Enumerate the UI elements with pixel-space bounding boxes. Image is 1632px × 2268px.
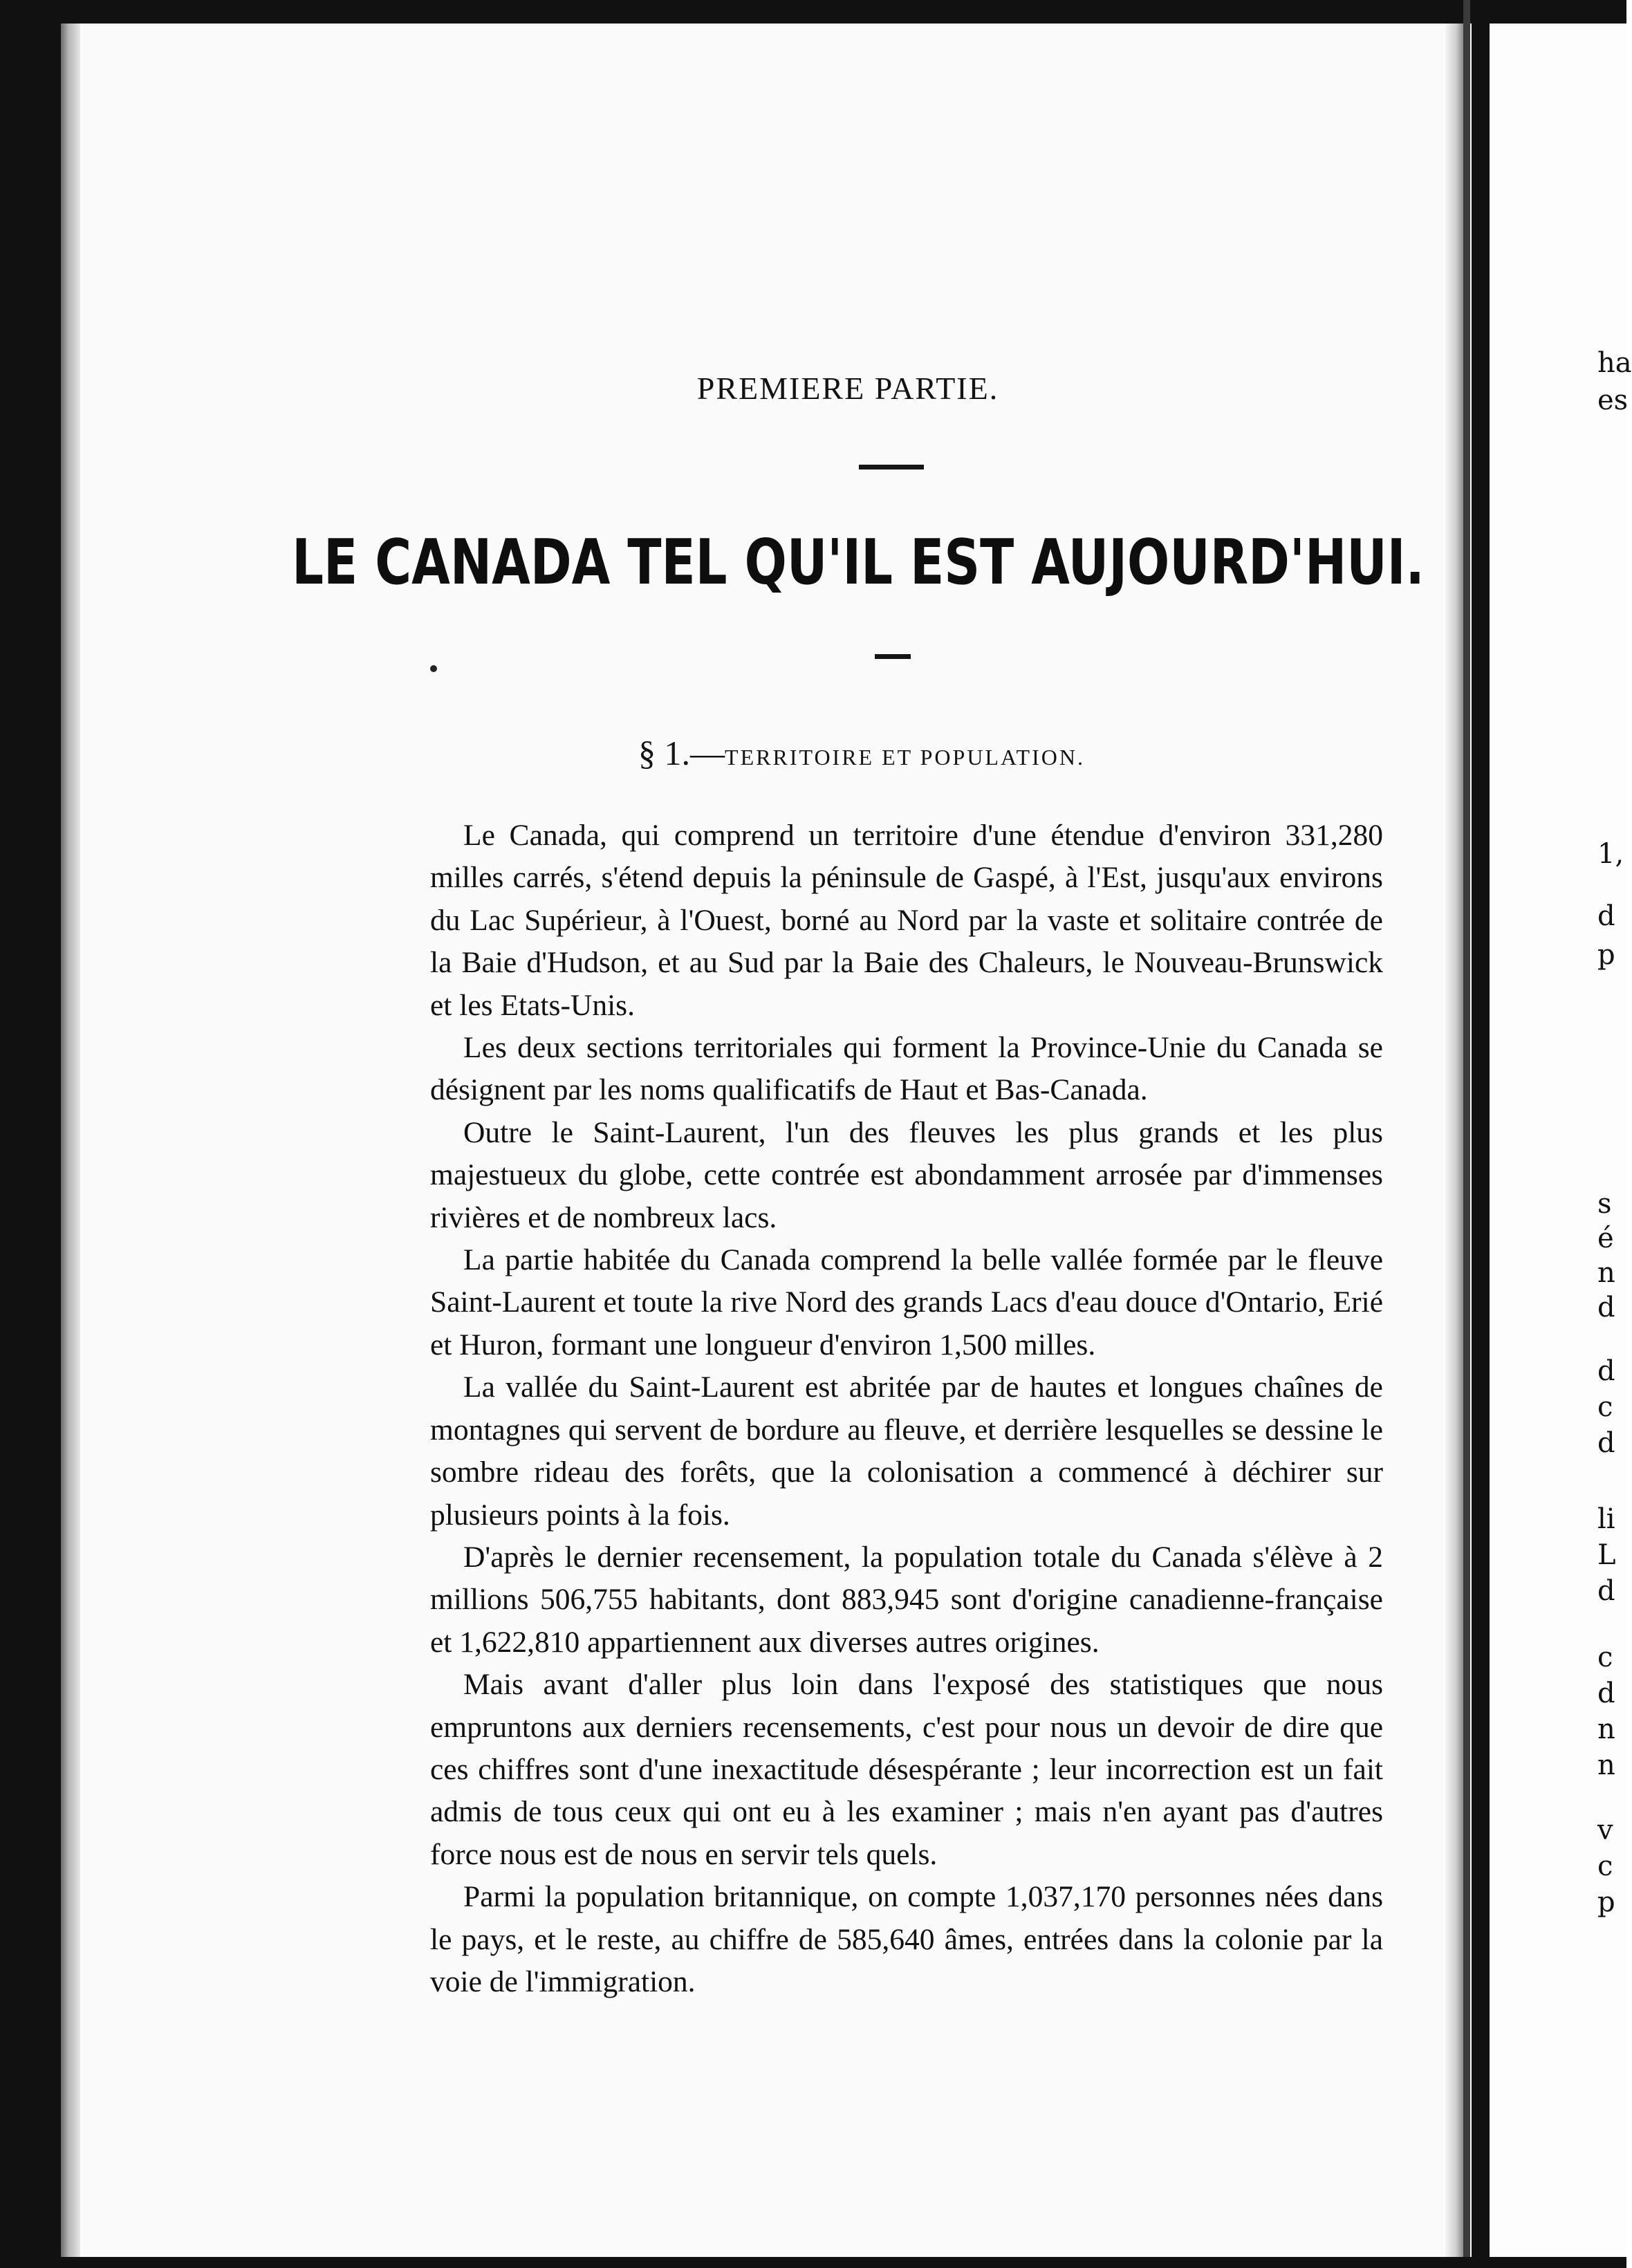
paragraph: Mais avant d'aller plus loin dans l'exposé des statistiques que nous empruntons aux derniers recensements, c'est pour nous un devoir de dire que ces chiffres sont d'une inexactitude désespérante ; leur incorrection est un fait admis de tous ceux qui ont eu à les examiner ; mais n'en ayant pas d'autres force nous est de nous en servir tels quels.	[430, 1668, 1383, 1871]
next-page-fragment: es	[1597, 384, 1629, 416]
next-page-fragment: ha	[1597, 347, 1632, 379]
next-page-fragment: é	[1597, 1223, 1614, 1254]
next-page-fragment: c	[1597, 1391, 1613, 1423]
next-page-fragment: d	[1597, 1575, 1615, 1607]
page-edge-right	[1445, 24, 1463, 2257]
next-page-fragment: li	[1597, 1503, 1615, 1535]
next-page-fragment: c	[1597, 1642, 1613, 1673]
paragraph: Les deux sections territoriales qui forment la Province-Unie du Canada se désignent par les noms qualificatifs de Haut et Bas-Canada.	[430, 1031, 1383, 1107]
book-gutter	[1472, 0, 1490, 2268]
next-page-fragment: p	[1597, 1886, 1615, 1918]
ink-speck	[430, 665, 437, 672]
next-page-fragment: n	[1597, 1749, 1615, 1781]
section-heading	[0, 733, 1626, 773]
paragraph: La partie habitée du Canada comprend la belle vallée formée par le fleuve Saint-Laurent et toute la rive Nord des grands Lacs d'eau douce d'Ontario, Erié et Huron, formant une longueur d'environ 1,500 milles.	[430, 1243, 1383, 1361]
next-page-fragment: L	[1597, 1539, 1616, 1571]
scan-border-top	[0, 0, 1626, 24]
body-text	[430, 815, 1383, 2003]
next-page-fragment: d	[1597, 1355, 1615, 1387]
next-page-fragment: d	[1597, 900, 1615, 932]
paragraph: Outre le Saint-Laurent, l'un des fleuves les plus grands et les plus majestueux du globe, cette contrée est abondamment arrosée par d'immenses rivières et de nombreux lacs.	[430, 1115, 1383, 1234]
title-rule-top	[859, 465, 924, 470]
page-edge-left	[61, 24, 80, 2257]
next-page-fragment: s	[1597, 1188, 1612, 1220]
title-rule-bottom	[875, 654, 911, 659]
scan-border-bottom	[0, 2257, 1626, 2268]
paragraph: D'après le dernier recensement, la population totale du Canada s'élève à 2 millions 506,755 habitants, dont 883,945 sont d'origine canadienne-française et 1,622,810 appartiennent aux diverses autres origines.	[430, 1540, 1383, 1659]
next-page-fragment: d	[1597, 1292, 1615, 1323]
gutter-shadow	[1463, 0, 1470, 2268]
section-caption: TERRITOIRE ET POPULATION.	[725, 745, 1085, 770]
section-number: § 1.—	[638, 734, 725, 772]
paragraph: Parmi la population britannique, on compte 1,037,170 personnes nées dans le pays, et le reste, au chiffre de 585,640 âmes, entrées dans la colonie par la voie de l'immigration.	[430, 1880, 1383, 1998]
running-head: PREMIERE PARTIE.	[696, 371, 999, 406]
next-page-fragment: c	[1597, 1850, 1613, 1882]
paragraph: La vallée du Saint-Laurent est abritée par de hautes et longues chaînes de montagnes qui servent de bordure au fleuve, et derrière lesquelles se dessine le sombre rideau des forêts, que la colonisation a commencé à déchirer sur plusieurs points à la fois.	[430, 1370, 1383, 1532]
next-page-fragment: n	[1597, 1257, 1615, 1289]
next-page-fragment: p	[1597, 939, 1615, 971]
next-page-fragment: d	[1597, 1677, 1615, 1709]
next-page-fragment: n	[1597, 1713, 1615, 1745]
page-title: LE CANADA TEL QU'IL EST AUJOURD'HUI.	[292, 526, 1425, 598]
next-page-fragment: 1,	[1597, 838, 1624, 870]
next-page-fragment: v	[1597, 1814, 1613, 1846]
scan-border-left	[0, 0, 61, 2268]
next-page-fragment: d	[1597, 1427, 1615, 1459]
paragraph: Le Canada, qui comprend un territoire d'une étendue d'environ 331,280 milles carrés, s'étend depuis la péninsule de Gaspé, à l'Est, jusqu'aux environs du Lac Supérieur, à l'Ouest, borné au Nord par la vaste et solitaire contrée de la Baie d'Hudson, et au Sud par la Baie des Chaleurs, le Nouveau-Brunswick et les Etats-Unis.	[430, 819, 1383, 1022]
